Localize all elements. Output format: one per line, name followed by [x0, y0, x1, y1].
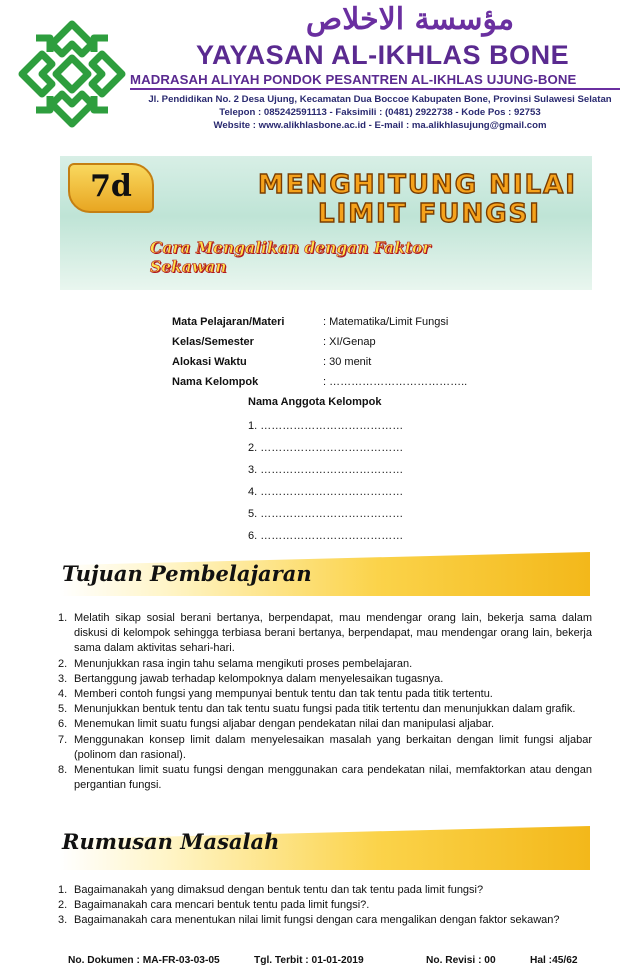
list-item	[58, 733, 592, 763]
problems-list	[58, 883, 592, 929]
list-item	[58, 913, 592, 928]
list-item	[58, 672, 592, 687]
list-text: Menemukan limit suatu fungsi aljabar dengan pendekatan nilai dan manipulasi aljabar.	[74, 718, 495, 731]
member-line: 5. …………………………………	[248, 508, 404, 520]
list-text: Menunjukkan rasa ingin tahu selama mengikuti proses pembelajaran.	[74, 657, 413, 670]
info-label: Nama Kelompok	[172, 376, 259, 388]
member-line: 2. …………………………………	[248, 442, 404, 454]
list-item	[58, 898, 592, 913]
footer-revision: No. Revisi : 00	[426, 955, 496, 966]
info-value: : 30 menit	[323, 356, 372, 368]
member-line: 4. …………………………………	[248, 486, 404, 498]
list-item	[58, 717, 592, 732]
contact-line: Telepon : 085242591113 - Faksimili : (0481) 2922738 - Kode Pos : 92753	[219, 107, 541, 118]
list-number: 3.	[58, 914, 68, 927]
list-number: 5.	[58, 703, 68, 716]
list-text: Bertanggung jawab terhadap kelompoknya dalam menyelesaikan tugasnya.	[74, 672, 444, 685]
list-item	[58, 611, 592, 657]
list-item	[58, 883, 592, 898]
worksheet-title-line1: MENGHITUNG NILAI	[258, 170, 577, 200]
list-item	[58, 687, 592, 702]
list-text: Menggunakan konsep limit dalam menyelesaikan masalah yang berkaitan dengan limit fungsi aljabar (polinom dan rasional).	[74, 733, 592, 761]
letterhead	[0, 0, 638, 140]
list-number: 1.	[58, 884, 68, 896]
list-number: 2.	[58, 899, 68, 912]
list-number: 3.	[58, 672, 68, 685]
list-text: Melatih sikap sosial berani bertanya, berpendapat, mau mendengar orang lain, bekerja sama dalam diskusi di kelompok sehingga terbiasa berani bertanya, berpendapat, mau mendengar orang lain, bekerja sama dalam aktivitas sehari-hari.	[74, 612, 592, 655]
list-text: Memberi contoh fungsi yang mempunyai bentuk tentu dan tak tentu pada titik tertentu.	[74, 688, 493, 701]
website-email-line: Website : www.alikhlasbone.ac.id - E-mail : ma.alikhlasujung@gmail.com	[213, 120, 547, 131]
member-line: 3. …………………………………	[248, 464, 404, 476]
info-label: Mata Pelajaran/Materi	[172, 316, 285, 328]
list-item	[58, 702, 592, 717]
member-line: 6. …………………………………	[248, 530, 404, 542]
worksheet-badge	[68, 163, 154, 213]
list-text: Menunjukkan bentuk tentu dan tak tentu suatu fungsi pada titik tertentu dan menunjukkan dalam grafik.	[74, 703, 576, 716]
info-row-subject	[172, 316, 492, 332]
info-row-class	[172, 336, 492, 352]
list-item	[58, 657, 592, 672]
list-text: Bagaimanakah cara menentukan nilai limit fungsi dengan cara mengalikan dengan faktor sekawan?	[74, 914, 560, 927]
info-label: Alokasi Waktu	[172, 356, 247, 368]
info-label: Kelas/Semester	[172, 336, 254, 348]
list-item	[58, 763, 592, 793]
school-name: MADRASAH ALIYAH PONDOK PESANTREN AL-IKHLAS UJUNG-BONE	[130, 72, 577, 87]
list-number: 1.	[58, 612, 68, 624]
list-text: Bagaimanakah yang dimaksud dengan bentuk tentu dan tak tentu pada limit fungsi?	[74, 884, 484, 896]
info-row-time	[172, 356, 492, 372]
address-line: Jl. Pendidikan No. 2 Desa Ujung, Kecamatan Dua Boccoe Kabupaten Bone, Provinsi Sulawesi Selatan	[148, 94, 612, 105]
list-number: 4.	[58, 688, 68, 701]
foundation-logo	[16, 18, 128, 130]
worksheet-title-line2: LIMIT FUNGSI	[318, 199, 541, 229]
info-value: : ………………………………..	[323, 376, 468, 388]
list-text: Menentukan limit suatu fungsi dengan menggunakan cara pendekatan nilai, memfaktorkan atau dengan pergantian fungsi.	[74, 764, 592, 792]
list-text: Bagaimanakah cara mencari bentuk tentu pada limit fungsi?.	[74, 899, 370, 912]
section-title-goals: Tujuan Pembelajaran	[62, 561, 312, 586]
info-value: : Matematika/Limit Fungsi	[323, 316, 449, 328]
section-title-problems: Rumusan Masalah	[62, 829, 280, 854]
header-divider	[130, 88, 620, 90]
list-number: 6.	[58, 718, 68, 731]
footer-publish-date: Tgl. Terbit : 01-01-2019	[254, 955, 364, 966]
worksheet-number: 7d	[90, 169, 132, 204]
list-number: 8.	[58, 764, 68, 777]
list-number: 7.	[58, 733, 68, 746]
members-heading: Nama Anggota Kelompok	[248, 396, 382, 408]
info-row-group	[172, 376, 492, 392]
list-number: 2.	[58, 657, 68, 670]
footer-document-number: No. Dokumen : MA-FR-03-03-05	[68, 955, 220, 966]
info-value: : XI/Genap	[323, 336, 376, 348]
footer-page-number: Hal :45/62	[530, 955, 578, 966]
arabic-foundation-name: مؤسسة الاخلاص	[305, 2, 515, 37]
worksheet-subtitle: Cara Mengalikan dengan Faktor Sekawan	[150, 238, 431, 276]
organization-name: YAYASAN AL-IKHLAS BONE	[196, 40, 570, 70]
goals-list	[58, 611, 592, 793]
member-line: 1. …………………………………	[248, 420, 404, 432]
